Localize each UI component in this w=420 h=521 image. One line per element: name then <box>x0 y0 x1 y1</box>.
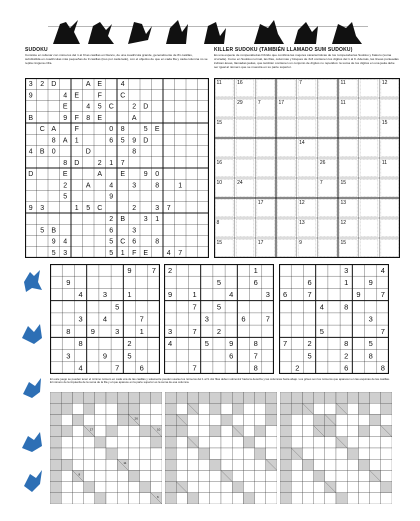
sudoku-16-cell: A <box>131 114 137 122</box>
classic-cell: 4 <box>78 363 83 373</box>
classic-cell: 1 <box>344 278 349 288</box>
sudoku-description: Consiste en rellenar con números del 1 al 9 las casillas en blanco, de una cuadrícula grande, generalmente de 81 casillas, subdividida en cuadrículas más pequeñas de 9 casillas (tres por cada lado), con el objetivo de que en cada fila y cada columna no se repita ninguna cifra. <box>25 53 208 65</box>
sudoku-16-cell: 7 <box>166 204 171 212</box>
classic-cell: 8 <box>344 339 349 349</box>
classic-cell: 1 <box>139 326 144 336</box>
sudoku-16-cell: 4 <box>63 238 68 246</box>
killer-cage-sum: 8 <box>216 220 220 226</box>
classic-cell: 6 <box>307 278 312 288</box>
sudoku-16-cell: B <box>28 114 34 122</box>
classic-cell: 9 <box>127 265 132 275</box>
sudoku-16-cell: E <box>154 126 160 134</box>
classic-cell: 7 <box>151 265 156 275</box>
killer-cage-sum: 7 <box>319 180 323 186</box>
sudoku-16-cell: 6 <box>132 238 137 246</box>
sudoku-16-cell: 3 <box>28 81 33 89</box>
killer-cage-sum: 14 <box>299 140 305 146</box>
classic-cell: 4 <box>102 314 108 324</box>
sudoku-16-cell: 9 <box>28 204 33 212</box>
kakuro-clue: 8 <box>78 472 81 477</box>
sudoku-16-cell: 5 <box>120 137 125 145</box>
sudoku-16-cell: 3 <box>40 204 45 212</box>
sudoku-16-cell: 0 <box>155 171 160 179</box>
sudoku-16-cell: A <box>51 126 57 134</box>
classic-sudoku-2-svg <box>164 264 274 374</box>
kakuro-clue: 11 <box>123 461 127 466</box>
classic-cell: 8 <box>368 351 373 361</box>
sudoku-16-cell: D <box>143 137 149 145</box>
sudoku-16-cell: 2 <box>40 81 45 89</box>
classic-cell: 9 <box>90 326 95 336</box>
sudoku-16-cell: 6 <box>109 227 114 235</box>
sudoku-16-cell: A <box>97 171 103 179</box>
classic-cell: 8 <box>78 339 83 349</box>
killer-cage-sum: 29 <box>237 100 243 106</box>
killer-cage-sum: 17 <box>257 200 264 206</box>
classic-cell: 8 <box>66 326 71 336</box>
classic-cell: 8 <box>344 302 349 312</box>
classic-cell: 7 <box>380 326 385 336</box>
sudoku-16-cell: 4 <box>166 249 171 257</box>
sudoku-16-cell: 2 <box>97 159 102 167</box>
sudoku-16-cell: 5 <box>97 103 102 111</box>
sudoku-16-cell: C <box>39 126 45 134</box>
classic-cell: 5 <box>115 302 120 312</box>
classic-cell: 7 <box>380 290 385 300</box>
sudoku-16-cell: F <box>74 114 79 122</box>
classic-cell: 6 <box>139 363 144 373</box>
classic-cell: 2 <box>295 363 300 373</box>
sudoku-16-cell: D <box>143 103 149 111</box>
sudoku-16-cell: E <box>62 103 68 111</box>
kakuro-2 <box>165 392 277 509</box>
sudoku-16-cell: 9 <box>132 137 137 145</box>
classic-cell: 6 <box>344 363 349 373</box>
sudoku-16-cell: A <box>85 81 91 89</box>
classic-cell: 5 <box>216 302 222 312</box>
sudoku-16-cell: 9 <box>28 92 33 100</box>
sudoku-16-cell: D <box>51 81 57 89</box>
killer-cage-sum: 12 <box>381 80 388 86</box>
classic-cell: 8 <box>253 363 258 373</box>
classic-cell: 4 <box>380 265 385 275</box>
sudoku-16-cell: 8 <box>155 182 160 190</box>
kakuro-clue: 6 <box>156 494 159 499</box>
classic-cell: 6 <box>229 351 234 361</box>
classic-cell: 5 <box>307 351 312 361</box>
kakuro-description: En este juego se pueden tener el mínimo número en cada una de las casillas y solamente pueden usarse los números del 1 al 9. Así filas deben sobrevivir hacia la derecha y las columnas hacia abajo. Los grises son los números que aparecen en las esquinas de las casillas. El número de la izquierda de la suma de la fila y el que aparece en la parte superior es la suma de esa columna. <box>50 377 390 385</box>
classic-cell: 5 <box>216 278 222 288</box>
classic-cell: 9 <box>66 278 71 288</box>
sudoku-16-cell: 2 <box>132 103 137 111</box>
sudoku-16-cell: B <box>39 148 45 156</box>
sudoku-16-grid-svg <box>25 78 209 258</box>
sudoku-16-cell: 4 <box>120 81 125 89</box>
sudoku-16-cell: 5 <box>40 227 45 235</box>
classic-cell: 4 <box>319 302 324 312</box>
sudoku-16-cell: 1 <box>155 216 160 224</box>
classic-cell: 2 <box>216 326 222 336</box>
sudoku-16-cell: B <box>51 227 57 235</box>
classic-cell: 9 <box>368 278 373 288</box>
killer-cage-sum: 12 <box>340 220 347 226</box>
sudoku-16-cell: E <box>74 92 80 100</box>
classic-cell: 5 <box>368 339 373 349</box>
sudoku-16-cell: F <box>132 249 137 257</box>
killer-cage-sum: 13 <box>299 220 305 226</box>
killer-cage-sum: 11 <box>340 80 346 86</box>
kakuro-3-svg <box>280 392 392 504</box>
classic-sudoku-3-svg <box>279 264 389 374</box>
sudoku-16-cell: C <box>120 238 126 246</box>
sudoku-16-cell: 8 <box>86 114 91 122</box>
sudoku-16-cell: F <box>74 126 79 134</box>
sudoku-16-cell: 9 <box>109 193 114 201</box>
sudoku-16-cell: C <box>120 92 126 100</box>
killer-sudoku-grid <box>214 78 400 263</box>
classic-cell: 4 <box>168 339 173 349</box>
killer-cage-sum: 16 <box>237 80 243 86</box>
killer-cage-sum: 10 <box>216 180 223 186</box>
classic-cell: 5 <box>204 339 209 349</box>
classic-cell: 1 <box>192 290 197 300</box>
classic-cell: 3 <box>66 351 71 361</box>
sudoku-16-cell: A <box>85 182 91 190</box>
sudoku-16-cell: D <box>85 148 91 156</box>
classic-sudoku-3 <box>279 264 389 379</box>
classic-cell: 7 <box>192 363 197 373</box>
sudoku-16-cell: 9 <box>63 114 68 122</box>
classic-cell: 3 <box>78 314 83 324</box>
sudoku-16-cell: 5 <box>143 126 148 134</box>
sudoku-16-cell: 9 <box>143 171 148 179</box>
classic-cell: 3 <box>102 290 108 300</box>
classic-cell: 7 <box>265 314 270 324</box>
killer-cage-sum: 13 <box>340 200 347 206</box>
sudoku-16-cell: 1 <box>74 204 79 212</box>
sudoku-16-cell: 9 <box>51 238 56 246</box>
killer-description: Es una especie de rompecabezas híbrido que combina las mejores características de los rompecabezas Sudoku y Kakuro (suma cruzada). Como en Sudoku normal, las filas, columnas y bloques de 3x3 contienen los dígitos del 1 al 9. Además, las líneas punteadas indican áreas, llamadas jaulas, que también contienen un conjunto de dígitos no repetidos: la suma de los dígitos en una jaula debe ser igual al número que se muestra en su parte superior. <box>214 53 399 69</box>
classic-cell: 4 <box>229 290 234 300</box>
sudoku-16-cell: 2 <box>109 216 114 224</box>
classic-cell: 2 <box>168 265 173 275</box>
sudoku-16-cell: 4 <box>63 92 68 100</box>
classic-cell: 1 <box>253 265 258 275</box>
classic-cell: 3 <box>265 290 270 300</box>
killer-cage-sum: 15 <box>381 120 388 126</box>
sudoku-16-cell: 7 <box>178 249 183 257</box>
classic-cell: 6 <box>283 290 288 300</box>
classic-cell: 9 <box>229 339 234 349</box>
sudoku-16-cell: E <box>97 114 103 122</box>
killer-cage-sum: 11 <box>216 80 222 86</box>
sudoku-16-cell: F <box>97 92 102 100</box>
killer-cage-sum: 24 <box>237 180 243 186</box>
killer-cage-sum: 26 <box>319 160 326 166</box>
killer-cage-sum: 17 <box>257 240 264 246</box>
sudoku-16-cell: B <box>120 216 126 224</box>
sudoku-16-cell: 2 <box>63 182 68 190</box>
classic-cell: 6 <box>253 278 258 288</box>
classic-sudoku-1 <box>50 264 160 379</box>
classic-cell: 2 <box>344 351 349 361</box>
classic-cell: 3 <box>115 326 120 336</box>
classic-cell: 7 <box>307 290 312 300</box>
sudoku-16-cell: 3 <box>155 204 160 212</box>
sudoku-16-cell: 0 <box>51 148 56 156</box>
sudoku-16-cell: 2 <box>132 204 137 212</box>
sudoku-16-cell: 5 <box>51 249 56 257</box>
killer-sudoku-grid-svg <box>214 78 400 258</box>
kakuro-clue: 17 <box>89 427 94 432</box>
sudoku-16-cell: D <box>74 159 80 167</box>
killer-cage-sum: 17 <box>278 100 285 106</box>
classic-cell: 8 <box>380 363 385 373</box>
killer-cage-sum: 15 <box>340 180 347 186</box>
sudoku-16-cell: 7 <box>120 159 125 167</box>
sudoku-16-cell: A <box>62 137 68 145</box>
classic-cell: 3 <box>204 314 209 324</box>
classic-cell: 7 <box>192 302 197 312</box>
classic-cell: 3 <box>368 314 373 324</box>
sudoku-16-cell: 6 <box>109 137 114 145</box>
kakuro-2-svg <box>165 392 277 504</box>
killer-cage-sum: 15 <box>216 240 223 246</box>
classic-cell: 3 <box>168 326 173 336</box>
header-silhouettes <box>48 14 368 50</box>
sudoku-16-cell: 8 <box>120 126 125 134</box>
sudoku-16-cell: 5 <box>109 249 114 257</box>
sudoku-16-cell: 4 <box>109 182 114 190</box>
classic-cell: 6 <box>241 314 246 324</box>
killer-cage-sum: 7 <box>257 100 261 106</box>
classic-cell: 7 <box>139 314 144 324</box>
sudoku-16-cell: 5 <box>63 193 68 201</box>
classic-cell: 9 <box>356 290 361 300</box>
killer-cage-sum: 15 <box>340 240 347 246</box>
classic-cell: 4 <box>78 290 83 300</box>
sudoku-16-cell: 1 <box>109 159 114 167</box>
sudoku-16-cell: C <box>97 204 103 212</box>
sudoku-16-grid <box>25 78 209 263</box>
classic-cell: 7 <box>253 351 258 361</box>
sudoku-16-cell: 8 <box>51 137 56 145</box>
classic-cell: 9 <box>168 290 173 300</box>
classic-cell: 7 <box>192 326 197 336</box>
killer-cage-sum: 12 <box>299 200 305 206</box>
sudoku-16-cell: 0 <box>109 126 114 134</box>
killer-cage-sum: 11 <box>381 160 388 166</box>
sudoku-16-cell: E <box>120 171 126 179</box>
sudoku-16-cell: 5 <box>109 238 114 246</box>
sudoku-16-cell: 3 <box>63 249 68 257</box>
sudoku-16-cell: E <box>143 249 149 257</box>
classic-cell: 9 <box>102 351 108 361</box>
classic-sudoku-2 <box>164 264 274 379</box>
ninja-ornament-icon <box>20 268 44 498</box>
killer-title: KILLER SUDOKU (TAMBIÉN LLAMADO SUM SUDOKU) <box>214 47 353 53</box>
sudoku-16-cell: 5 <box>86 204 91 212</box>
sudoku-16-cell: 3 <box>143 216 148 224</box>
sudoku-16-cell: 3 <box>132 227 137 235</box>
sudoku-16-cell: 1 <box>120 249 125 257</box>
sudoku-16-cell: 4 <box>28 148 33 156</box>
ninja-silhouette-icon <box>48 14 368 50</box>
classic-cell: 2 <box>127 339 132 349</box>
killer-cage-sum: 16 <box>216 160 223 166</box>
sudoku-title: SUDOKU <box>25 47 48 53</box>
kakuro-1 <box>50 392 162 509</box>
classic-sudoku-1-svg <box>50 264 160 374</box>
kakuro-clue: 26 <box>134 416 138 421</box>
classic-cell: 5 <box>127 351 132 361</box>
sudoku-16-cell: 8 <box>132 148 137 156</box>
kakuro-clue: 10 <box>156 427 161 432</box>
classic-cell: 7 <box>283 339 288 349</box>
sudoku-16-cell: D <box>28 171 34 179</box>
kakuro-1-svg <box>50 392 162 504</box>
sudoku-16-cell: 1 <box>178 182 183 190</box>
sudoku-16-cell: C <box>108 103 114 111</box>
classic-cell: 1 <box>127 290 132 300</box>
classic-cell: 7 <box>115 363 120 373</box>
sudoku-16-cell: 4 <box>86 103 91 111</box>
sudoku-16-cell: 8 <box>63 159 68 167</box>
sudoku-16-cell: 1 <box>74 137 79 145</box>
side-ornament-left <box>20 268 44 498</box>
killer-cage-sum: 9 <box>299 240 302 246</box>
killer-cage-sum: 15 <box>216 120 223 126</box>
killer-cage-sum: 11 <box>340 100 346 106</box>
sudoku-16-cell: E <box>97 81 103 89</box>
sudoku-16-cell: 8 <box>155 238 160 246</box>
classic-cell: 5 <box>319 326 324 336</box>
killer-cage-sum: 7 <box>299 80 302 86</box>
kakuro-3 <box>280 392 392 509</box>
sudoku-16-cell: 3 <box>132 182 137 190</box>
classic-cell: 2 <box>307 339 312 349</box>
classic-cell: 8 <box>253 339 258 349</box>
classic-cell: 3 <box>344 265 349 275</box>
sudoku-16-cell: E <box>62 171 68 179</box>
